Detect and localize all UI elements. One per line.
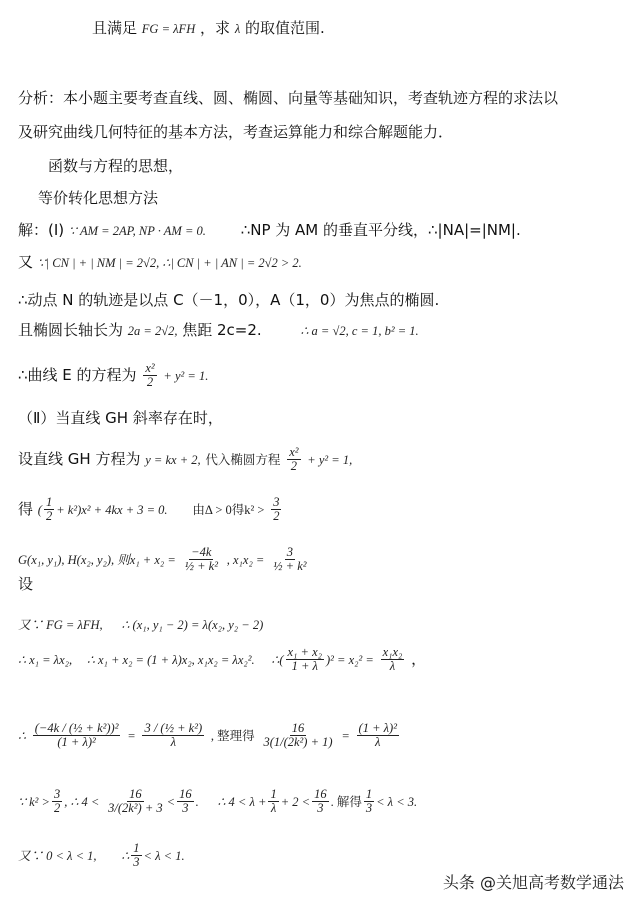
thought-2: 等价转化思想方法 [38,189,159,207]
solution-line-9: G(x₁, y₁), H(x₂, y₂), 则x₁ + x₂ = $\frac{-4k}{\text{½ + k²}}$ , x₁x₂ = $\frac{3}{\text{½ + k²}}$ [18,545,307,573]
solution-line-11: ∴ x₁ = λx₂, ∴ x₁ + x₂ = (1 + λ)x₂, x₁x₂ = λx₂². ∴( $\frac{\text{x₁ + x₂}}{1 + \lambda}$ )² = x₂² = $\frac{\text{x₁x₂}}{\lambda}$ ， [18,645,427,673]
solution-line-6: （Ⅱ）当直线 GH 斜率存在时， [18,409,223,427]
analysis-line-2: 及研究曲线几何特征的基本方法，考查运算能力和综合解题能力． [18,123,454,141]
solution-line-4: 且椭圆长轴长为 2a = 2√2, 焦距 2c=2. ∴ a = √2, c = 1, b² = 1. [18,321,419,339]
solution-line-7: 设直线 GH 方程为 y = kx + 2, 代入椭圆方程 $\frac{\text{x²}}{2}$ + y² = 1, [18,445,353,473]
solution-line-10: 又∵ FG = λFH, ∴ (x₁, y₁ − 2) = λ(x₂, y₂ − 2) [18,618,264,632]
solution-line-8: 得 ( $\frac{1}{2}$ + k²)x² + 4kx + 3 = 0. 由Δ > 0得k² > $\frac{3}{2}$ [18,495,280,523]
solution-line-5: ∴曲线 E 的方程为 $\frac{\text{x²}}{2}$ + y² = 1. [18,361,209,389]
solution-line-9-label: 设 [18,575,34,593]
thought-1: 函数与方程的思想， [48,157,184,175]
watermark [443,870,624,893]
watermark-text: 头条 @关旭高考数学通法 [442,873,624,892]
solution-line-13: ∵ k² > $\frac{3}{2}$ , ∴ 4 < $\frac{16}{\text{3/(2k²) + 3}}$ < $\frac{16}{3}$ . ∴ 4 < λ + $\frac{1}{\lambda}$ + 2 < $\frac{16}{3}$ . 解得 $\frac{1}{3}$ < λ < 3. [18,787,418,815]
solution-line-14: 又∵ 0 < λ < 1, ∴ $\frac{1}{3}$ < λ < 1. [18,841,185,869]
solution-line-3: ∴动点 N 的轨迹是以点 C（－1，0），A（1，0）为焦点的椭圆. [18,291,440,309]
solution-line-1: 解：(Ⅰ) ∵ AM = 2AP, NP · AM = 0. ∴NP 为 AM 的垂直平分线，∴|NA|=|NM|. [18,221,521,239]
solution-line-12: ∴ $\frac{\text{(−4k / (½ + k²))²}}{\text{(1 + λ)²}}$ = $\frac{\text{3 / (½ + k²)}}{\lambda}$ , 整理得 $\frac{16}{\text{3(1/(2k²) + 1)}}$ = $\frac{\text{(1 + λ)²}}{\lambda}$ [18,721,397,749]
analysis-line-1: 分析：本小题主要考查直线、圆、椭圆、向量等基础知识，考查轨迹方程的求法以 [18,89,559,107]
solution-line-2: 又 ∵| CN | + | NM | = 2√2, ∴| CN | + | AN | = 2√2 > 2. [18,253,302,271]
problem-condition: 且满足 FG = λFH ，求 λ 的取值范围. [92,19,325,37]
